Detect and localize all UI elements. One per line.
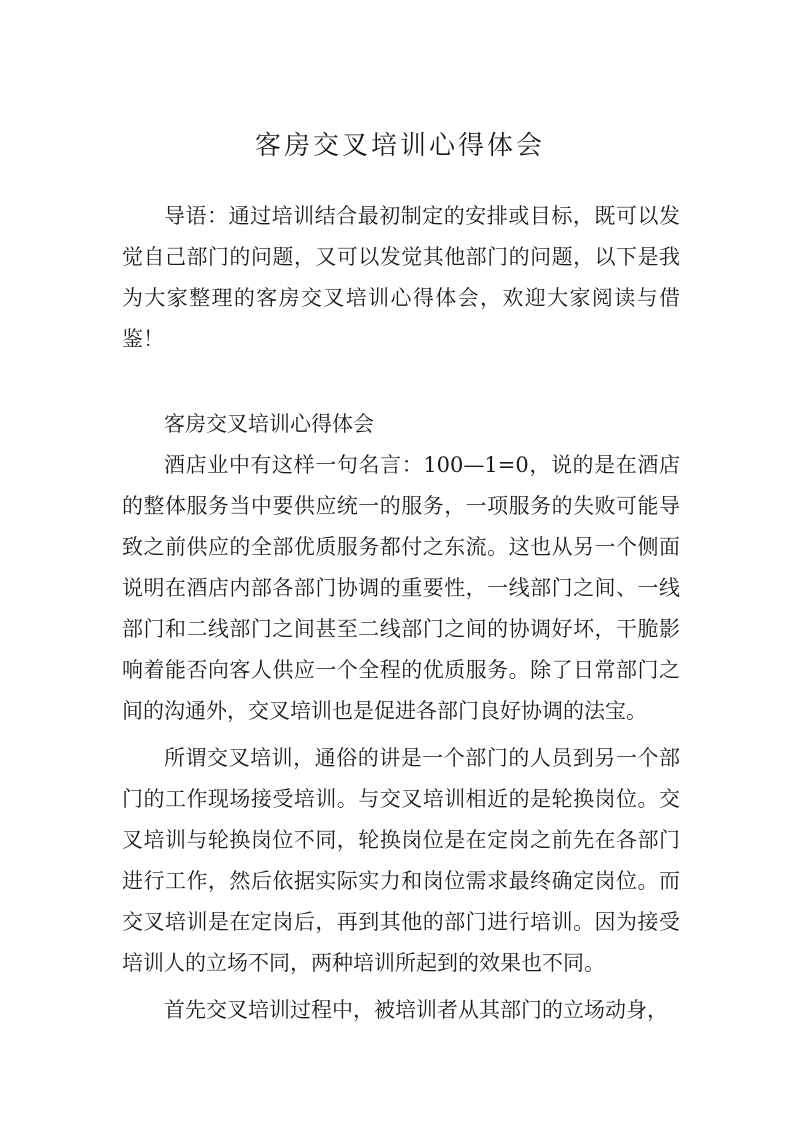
document-title: 客房交叉培训心得体会 bbox=[254, 131, 545, 161]
body-paragraph: 所谓交叉培训，通俗的讲是一个部门的人员到另一个部门的工作现场接受培训。与交叉培训相近的是轮换岗位。交叉培训与轮换岗位不同，轮换岗位是在定岗之前先在各部门进行工作，然后依据实际实力和岗位需求最终确定岗位。而交叉培训是在定岗后，再到其他的部门进行培训。因为接受培训人的立场不同，两种培训所起到的效果也不同。 bbox=[122, 746, 680, 975]
body-paragraph: 首先交叉培训过程中，被培训者从其部门的立场动身， bbox=[164, 998, 668, 1022]
body-paragraph: 酒店业中有这样一句名言：100—1=0，说的是在酒店的整体服务当中要供应统一的服务，一项服务的失败可能导致之前供应的全部优质服务都付之东流。这也从另一个侧面说明在酒店内部各部门协调的重要性，一线部门之间、一线部门和二线部门之间甚至二线部门之间的协调好坏，干脆影响着能否向客人供应一个全程的优质服务。除了日常部门之间的沟通外，交叉培训也是促进各部门良好协调的法宝。 bbox=[122, 453, 680, 723]
section-subtitle: 客房交叉培训心得体会 bbox=[164, 412, 374, 436]
intro-paragraph: 导语：通过培训结合最初制定的安排或目标，既可以发觉自己部门的问题，又可以发觉其他部门的问题，以下是我为大家整理的客房交叉培训心得体会，欢迎大家阅读与借鉴！ bbox=[122, 204, 680, 351]
